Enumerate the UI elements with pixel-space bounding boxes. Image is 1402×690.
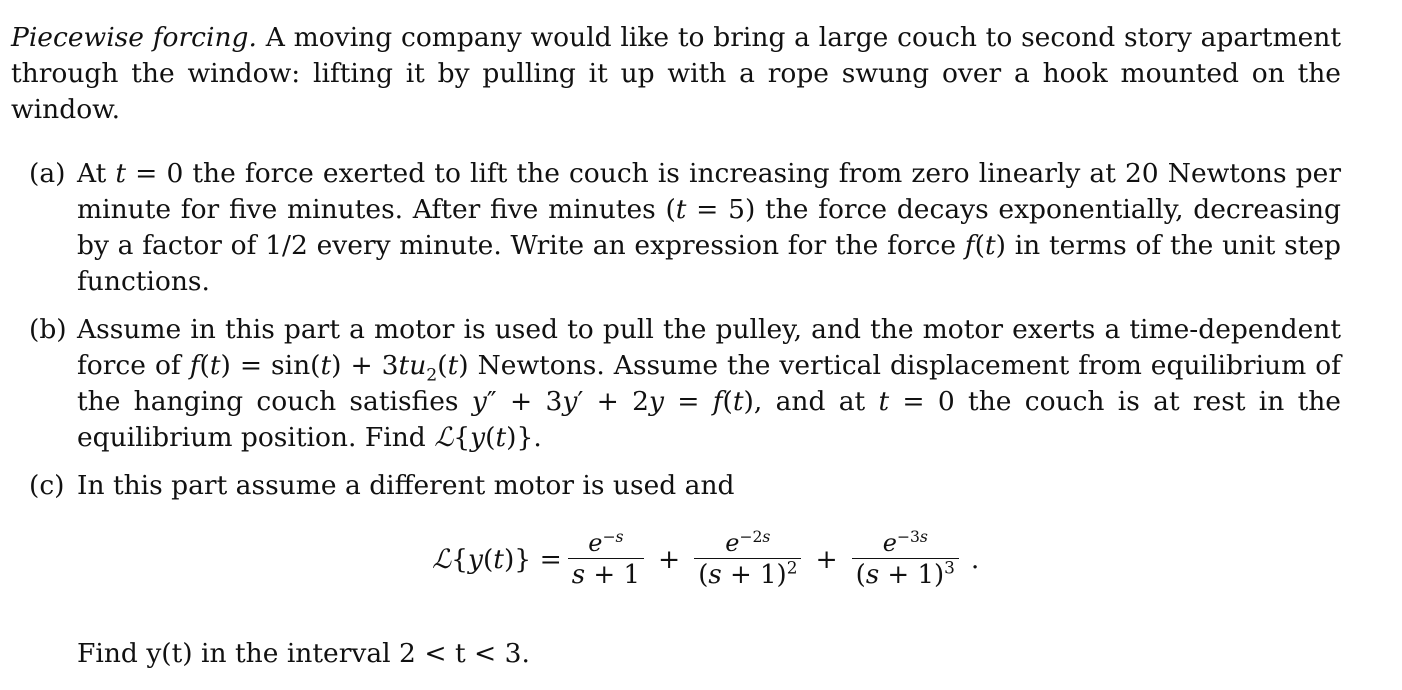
intro-text: A moving company would like to bring a large couch to second story apartment through the window: lifting it by pulling it up with a rope swung over a hook mounted on the window. bbox=[11, 22, 1341, 125]
fraction-1: $\frac{e^{-s}}{s + 1}$ bbox=[568, 528, 644, 591]
part-b: (b) Assume in this part a motor is used to pull the pulley, and the motor exerts a time-dependent force of $f(t) = \sin(t) + 3tu_2(t)$ Newtons. Assume the vertical displacement from equilibrium of the hanging couch satisfies y″ + 3y′ + 2y = f(t), and at t = 0 the couch is at rest in the equilibrium position. Find ℒ{y(t)}. bbox=[29, 314, 1341, 453]
part-b-text-3: , and at bbox=[753, 386, 866, 417]
part-c-question: Find y(t) in the interval 2 < t < 3. bbox=[77, 638, 530, 669]
laplace-equation: ℒ{y(t)} = $\frac{e^{-s}}{s + 1}$ + $\frac{e^{-2s}}{(s + 1)^2}$ + $\frac{e^{-3s}}{(s + 1)^3}$ . bbox=[432, 528, 980, 590]
problem-page bbox=[11, 20, 1341, 504]
intro-paragraph bbox=[11, 20, 1341, 128]
part-c-text-1: In this part assume a different motor is used and bbox=[77, 470, 735, 501]
part-a-text-1: At bbox=[77, 158, 107, 189]
fraction-3: $\frac{e^{-3s}}{(s + 1)^3}$ bbox=[852, 528, 959, 591]
part-c-label: (c) bbox=[29, 470, 65, 501]
part-b-label: (b) bbox=[29, 314, 67, 345]
math-forcing-function: $f(t) = \sin(t) + 3tu_2(t)$ bbox=[189, 350, 469, 386]
math-laplace-y: ℒ{y(t)}. bbox=[434, 422, 542, 453]
problem-title: Piecewise forcing. bbox=[11, 22, 257, 53]
math-t-equals-0: t bbox=[115, 158, 127, 189]
math-f-of-t: f bbox=[964, 230, 975, 261]
part-a-label: (a) bbox=[29, 158, 66, 189]
part-b-text-1: Assume in this part a motor is used to pull the pulley, and the motor exerts a time-dependent force of bbox=[77, 314, 1341, 381]
part-a-text-3: ) the force decays exponentially, decreasing by a factor of 1/2 every minute. Write an expression for the force bbox=[77, 194, 1341, 261]
part-a-text-4: in terms of the unit step functions. bbox=[77, 230, 1341, 297]
equation-lhs: ℒ{y(t)} = bbox=[432, 543, 562, 575]
part-b-text-4: the couch is at rest in the equilibrium position. Find bbox=[77, 386, 1341, 453]
math-ode: y″ + 3y′ + 2y = f(t) bbox=[471, 386, 754, 417]
part-b-text-2: Newtons. Assume the vertical displacement from equilibrium of the hanging couch satisfies bbox=[77, 350, 1341, 417]
part-a: (a) At t = 0 the force exerted to lift the couch is increasing from zero linearly at 20 Newtons per minute for five minutes. After five minutes (t = 5) the force decays exponentially, decreasing by a factor of 1/2 every minute. Write an expression for the force f(t) in terms of the unit step functions. bbox=[29, 158, 1341, 297]
fraction-2: $\frac{e^{-2s}}{(s + 1)^2}$ bbox=[694, 528, 801, 591]
part-c bbox=[29, 468, 1341, 504]
part-a-text-2: the force exerted to lift the couch is increasing from zero linearly at 20 Newtons per minute for five minutes. After five minutes ( bbox=[77, 158, 1341, 225]
